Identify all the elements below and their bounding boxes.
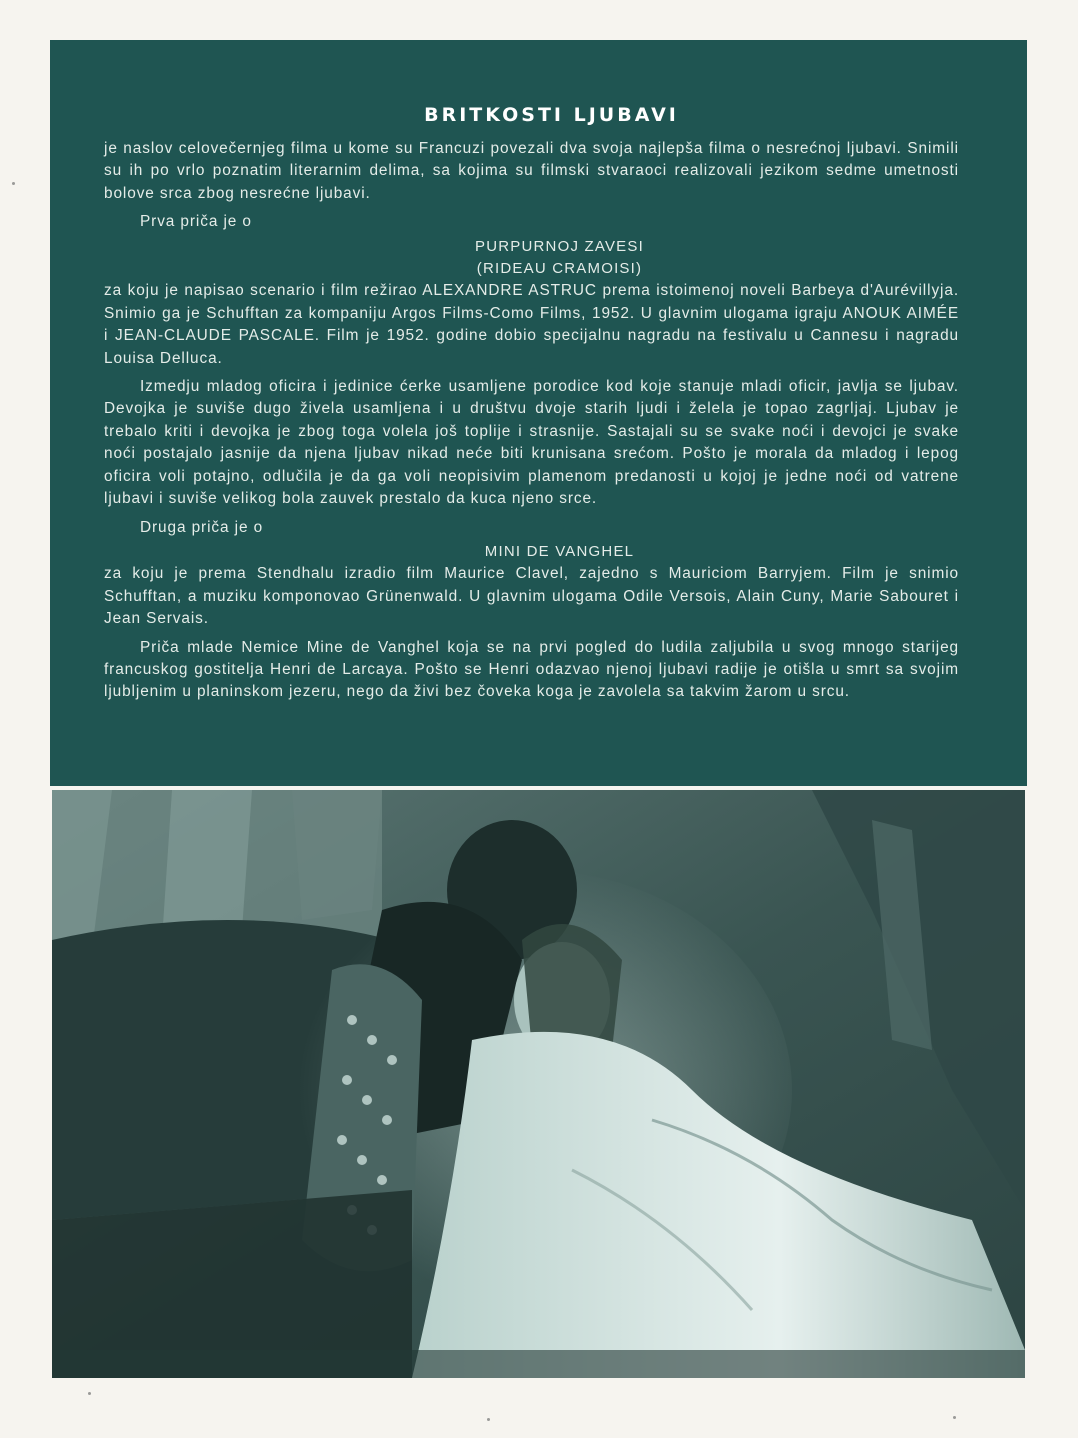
- paper-speck: [12, 182, 15, 185]
- story1-synopsis: Izmedju mladog oficira i jedinice ćerke usamljene porodice kod koje stanuje mladi oficir, javlja se ljubav. Devojka je suviše dugo živela usamljena i u društvu dvoje starih ljudi i želela je topao zagrljaj. Ljubav je trebalo kriti i devojka je zbog toga volela još toplije i strasnije. Sastajali su se svake noći i devojci je svake noći postajalo jasnije da njena ljubav nikad neće biti krunisana srećom. Pošto je morala da mladog i lepog oficira voli potajno, odlučila je da ga voli neopisivim plamenom predanosti u kojoj je jedne noći od vatrene ljubavi i suviše velikog bola zauvek prestalo da kuca njeno srce.: [104, 378, 959, 508]
- film-still-photo: [52, 790, 1025, 1378]
- article-panel: [50, 40, 1027, 786]
- story2-credits: za koju je prema Stendhalu izradio film Maurice Clavel, zajedno s Mauriciom Barryjem. Film je snimio Schufftan, a muziku komponovao Grünenwald. U glavnim ulogama Odile Versois, Alain Cuny, Marie Sabouret i Jean Servais.: [104, 565, 959, 628]
- page-title: BRITKOSTI LJUBAVI: [424, 104, 679, 126]
- paper-speck: [487, 1418, 490, 1421]
- paper-speck: [953, 1416, 956, 1419]
- story1-film-original-title: (RIDEAU CRAMOISI): [476, 260, 643, 278]
- story1-lead: Prva priča je o: [140, 213, 252, 231]
- intro-paragraph: je naslov celovečernjeg filma u kome su Francuzi povezali dva svoja najlepša filma o nesrećnoj ljubavi. Snimili su ih po vrlo poznatim literarnim delima, sa kojima su filmski stvaraoci realizovali jezikom sedme umetnosti bolove srca zbog nesrećne ljubavi.: [104, 140, 959, 202]
- story2-synopsis: Priča mlade Nemice Mine de Vanghel koja se na prvi pogled do ludila zaljubila u svog mnogo starijeg francuskog gostitelja Henri de Larcaya. Pošto se Henri odazvao njenoj ljubavi radije je otišla u smrt sa svojim ljubljenim u planinskom jezeru, nego da živi bez čoveka koga je zavolela sa takvim žarom u srcu.: [104, 638, 959, 701]
- story1-film-title: PURPURNOJ ZAVESI: [475, 237, 644, 255]
- story1-credits: za koju je napisao scenario i film režirao ALEXANDRE ASTRUC prema istoimenoj noveli Barbeya d'Aurévillyja. Snimio ga je Schufftan za kompaniju Argos Films-Como Films, 1952. U glavnim ulogama igraju ANOUK AIMÉE i JEAN-CLAUDE PASCALE. Film je 1952. godine dobio specijalnu nagradu na festivalu u Cannesu i nagradu Louisa Delluca.: [104, 282, 959, 367]
- story2-film-title: MINI DE VANGHEL: [484, 542, 635, 560]
- paper-speck: [88, 1392, 91, 1395]
- film-still-illustration: [52, 790, 1025, 1378]
- story2-lead: Druga priča je o: [140, 518, 264, 536]
